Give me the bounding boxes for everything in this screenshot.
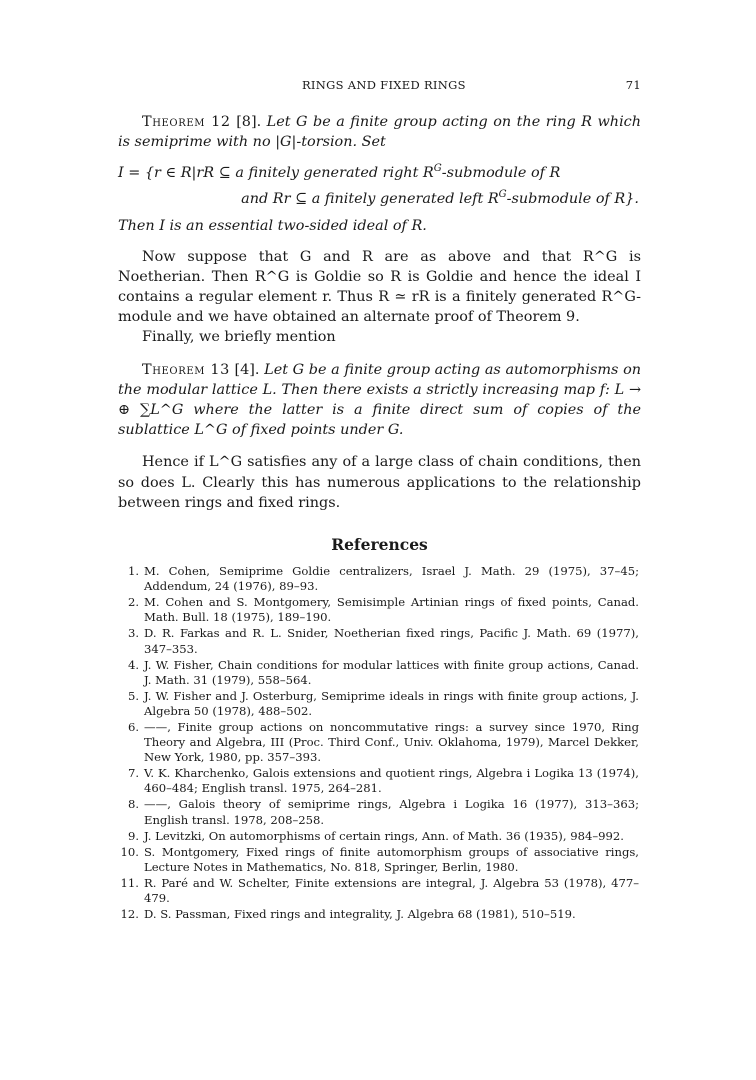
reference-item xyxy=(118,689,641,719)
reference-number: 1. xyxy=(127,564,139,579)
theorem-12-label: Theorem 12 xyxy=(142,114,231,130)
reference-text: D. R. Farkas and R. L. Snider, Noetherian fixed rings, Pacific J. Math. 69 (1977), 347–353. xyxy=(144,626,639,656)
set-definition-part-1-tail: -submodule of R xyxy=(441,165,561,182)
page xyxy=(118,78,641,923)
reference-item xyxy=(118,720,641,765)
set-definition-part-1: I = {r ∈ R|rR ⊆ a finitely generated right R xyxy=(118,165,434,182)
set-definition-part-2a: and Rr ⊆ a finitely generated left R xyxy=(241,191,499,208)
theorem-13-label: Theorem 13 xyxy=(142,361,230,378)
reference-item xyxy=(118,658,641,688)
set-definition-sup-2: G xyxy=(498,189,507,201)
running-head: RINGS AND FIXED RINGS xyxy=(301,78,466,92)
theorem-12-conclusion: Then I is an essential two-sided ideal of R. xyxy=(118,218,427,235)
reference-item xyxy=(118,876,641,906)
reference-item xyxy=(118,564,641,594)
reference-number: 4. xyxy=(127,657,139,672)
reference-item xyxy=(118,907,641,922)
set-definition-line-1 xyxy=(118,158,641,184)
reference-text: J. Levitzki, On automorphisms of certain rings, Ann. of Math. 36 (1935), 984–992. xyxy=(144,828,624,843)
reference-number: 7. xyxy=(127,766,139,781)
set-definition-line-2 xyxy=(118,184,641,210)
reference-item xyxy=(118,766,641,796)
reference-number: 12. xyxy=(120,907,139,922)
reference-number: 10. xyxy=(120,844,139,859)
reference-text: S. Montgomery, Fixed rings of finite automorphism groups of associative rings, Lecture Notes in Mathematics, No. 818, Springer, Berlin, 1980. xyxy=(144,844,639,874)
theorem-12 xyxy=(118,112,641,152)
reference-text: J. W. Fisher and J. Osterburg, Semiprime ideals in rings with finite group actions, J. Algebra 50 (1978), 488–502. xyxy=(144,688,639,718)
reference-item xyxy=(118,829,641,844)
reference-number: 5. xyxy=(127,688,139,703)
page-header xyxy=(118,78,641,100)
reference-item xyxy=(118,845,641,875)
reference-text: R. Paré and W. Schelter, Finite extensions are integral, J. Algebra 53 (1978), 477–479. xyxy=(144,875,639,906)
reference-item xyxy=(118,595,641,625)
reference-text: ——, Finite group actions on noncommutative rings: a survey since 1970, Ring Theory and Algebra, III (Proc. Third Conf., Univ. Oklahoma, 1979), Marcel Dekker, New York, 1980, pp. 357–393. xyxy=(144,719,639,765)
reference-item xyxy=(118,797,641,827)
page-number: 71 xyxy=(625,78,641,92)
reference-item xyxy=(118,626,641,656)
theorem-12-statement: Let G be a finite group acting on the ring R which is semiprime with no |G|-torsion. Set xyxy=(118,114,641,151)
theorem-13 xyxy=(118,360,641,441)
reference-text: M. Cohen, Semiprime Goldie centralizers, Israel J. Math. 29 (1975), 37–45; Addendum, 24 (1976), 89–93. xyxy=(144,564,639,594)
reference-number: 11. xyxy=(120,875,139,890)
paragraph-chain-conditions: Hence if L^G satisfies any of a large class of chain conditions, then so does L. Clearly this has numerous applications to the relationship between rings and fixed rings. xyxy=(118,454,641,511)
reference-text: V. K. Kharchenko, Galois extensions and quotient rings, Algebra i Logika 13 (1974), 460–484; English transl. 1975, 264–281. xyxy=(144,766,639,796)
set-definition-sup-1: G xyxy=(433,163,442,175)
reference-text: J. W. Fisher, Chain conditions for modular lattices with finite group actions, Canad. J. Math. 31 (1979), 558–564. xyxy=(144,657,639,687)
reference-list xyxy=(118,564,641,922)
theorem-13-cite: [4]. xyxy=(234,361,260,378)
reference-text: D. S. Passman, Fixed rings and integrality, J. Algebra 68 (1981), 510–519. xyxy=(144,907,576,922)
reference-number: 3. xyxy=(127,626,139,641)
reference-text: M. Cohen and S. Montgomery, Semisimple Artinian rings of fixed points, Canad. Math. Bull. 18 (1975), 189–190. xyxy=(144,595,639,625)
theorem-13-statement: Let G be a finite group acting as automorphisms on the modular lattice L. Then there exists a strictly increasing map f: L → ⊕ ∑L^G where the latter is a finite direct sum of copies of the sublattice L^G of fixed points under G. xyxy=(118,361,642,439)
reference-number: 6. xyxy=(127,719,139,734)
theorem-12-cite: [8]. xyxy=(236,114,262,130)
paragraph-goldie: Now suppose that G and R are as above and that R^G is Noetherian. Then R^G is Goldie so R is Goldie and hence the ideal I contains a regular element r. Thus R ≃ rR is a finitely generated R^G-module and we have obtained an alternate proof of Theorem 9. xyxy=(118,248,641,326)
reference-number: 8. xyxy=(127,797,139,812)
reference-text: ——, Galois theory of semiprime rings, Algebra i Logika 16 (1977), 313–363; English transl. 1978, 208–258. xyxy=(144,797,639,827)
set-definition-part-2b: -submodule of R}. xyxy=(506,191,639,208)
reference-number: 9. xyxy=(127,828,139,843)
reference-number: 2. xyxy=(127,595,139,610)
paragraph-finally: Finally, we briefly mention xyxy=(142,329,336,346)
references-heading: References xyxy=(331,535,428,555)
